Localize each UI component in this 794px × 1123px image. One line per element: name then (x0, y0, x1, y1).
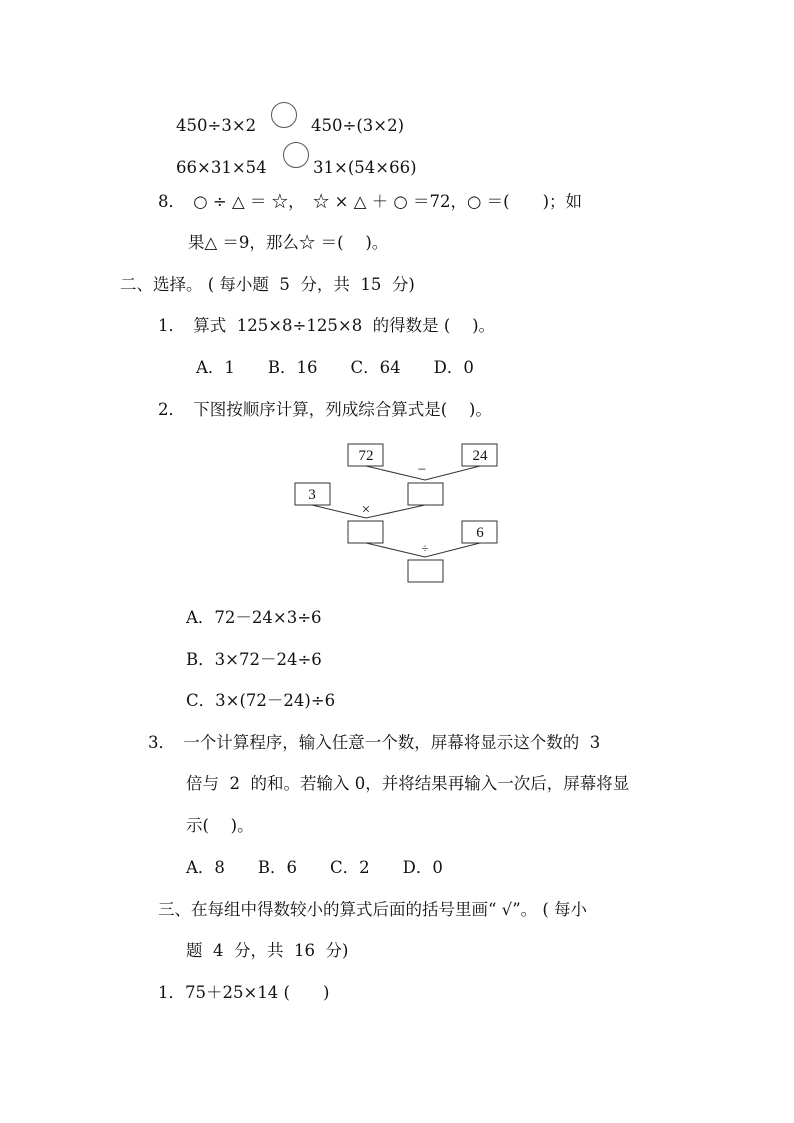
compare-right-1: 450÷(3×2) (311, 116, 405, 135)
operator-divide: ÷ (421, 541, 429, 555)
s2-q2-stem: 2． 下图按顺序计算，列成综合算式是( )。 (158, 400, 492, 419)
s2-q3-line1: 3． 一个计算程序，输入任意一个数，屏幕将显示这个数的 3 (148, 733, 601, 752)
s2-q3-line2: 倍与 2 的和。若输入 0，并将结果再输入一次后，屏幕将显 (186, 774, 630, 793)
compare-right-2: 31×(54×66) (313, 158, 417, 177)
s2-q2-optA: A．72－24×3÷6 (186, 608, 322, 627)
s3-q1: 1．75＋25×14 ( ) (158, 983, 330, 1002)
box-result-multiply (348, 521, 383, 543)
section2-title: 二、选择。 ( 每小题 5 分，共 15 分) (120, 275, 415, 294)
label-6: 6 (476, 525, 484, 541)
operator-minus: − (417, 462, 427, 478)
s2-q3-options: A．8 B．6 C．2 D．0 (186, 858, 443, 877)
s2-q2-optC: C．3×(72－24)÷6 (186, 691, 336, 710)
label-3: 3 (308, 487, 316, 503)
box-final-result (408, 560, 443, 582)
s2-q1-stem: 1． 算式 125×8÷125×8 的得数是 ( )。 (158, 316, 496, 335)
compare-left-2: 66×31×54 (176, 158, 267, 177)
box-result-subtract (408, 483, 443, 505)
s2-q2-optB: B．3×72－24÷6 (186, 650, 322, 669)
s2-q3-line3: 示( )。 (186, 816, 254, 835)
operator-times: × (361, 502, 371, 518)
q8-line2: 果△ ＝9，那么☆ ＝( )。 (188, 233, 389, 252)
section3-line2: 题 4 分，共 16 分) (186, 941, 349, 960)
label-24: 24 (472, 448, 488, 464)
compare-left-1: 450÷3×2 (176, 116, 257, 135)
q8-line1: 8． ○ ÷ △ ＝ ☆， ☆ × △ ＋ ○ ＝72，○ ＝( )；如 (158, 192, 583, 211)
label-72: 72 (358, 448, 374, 464)
s2-q1-options: A．1 B．16 C．64 D．0 (196, 358, 474, 377)
section3-line1: 三、在每组中得数较小的算式后面的括号里画“ √”。 ( 每小 (158, 900, 588, 919)
